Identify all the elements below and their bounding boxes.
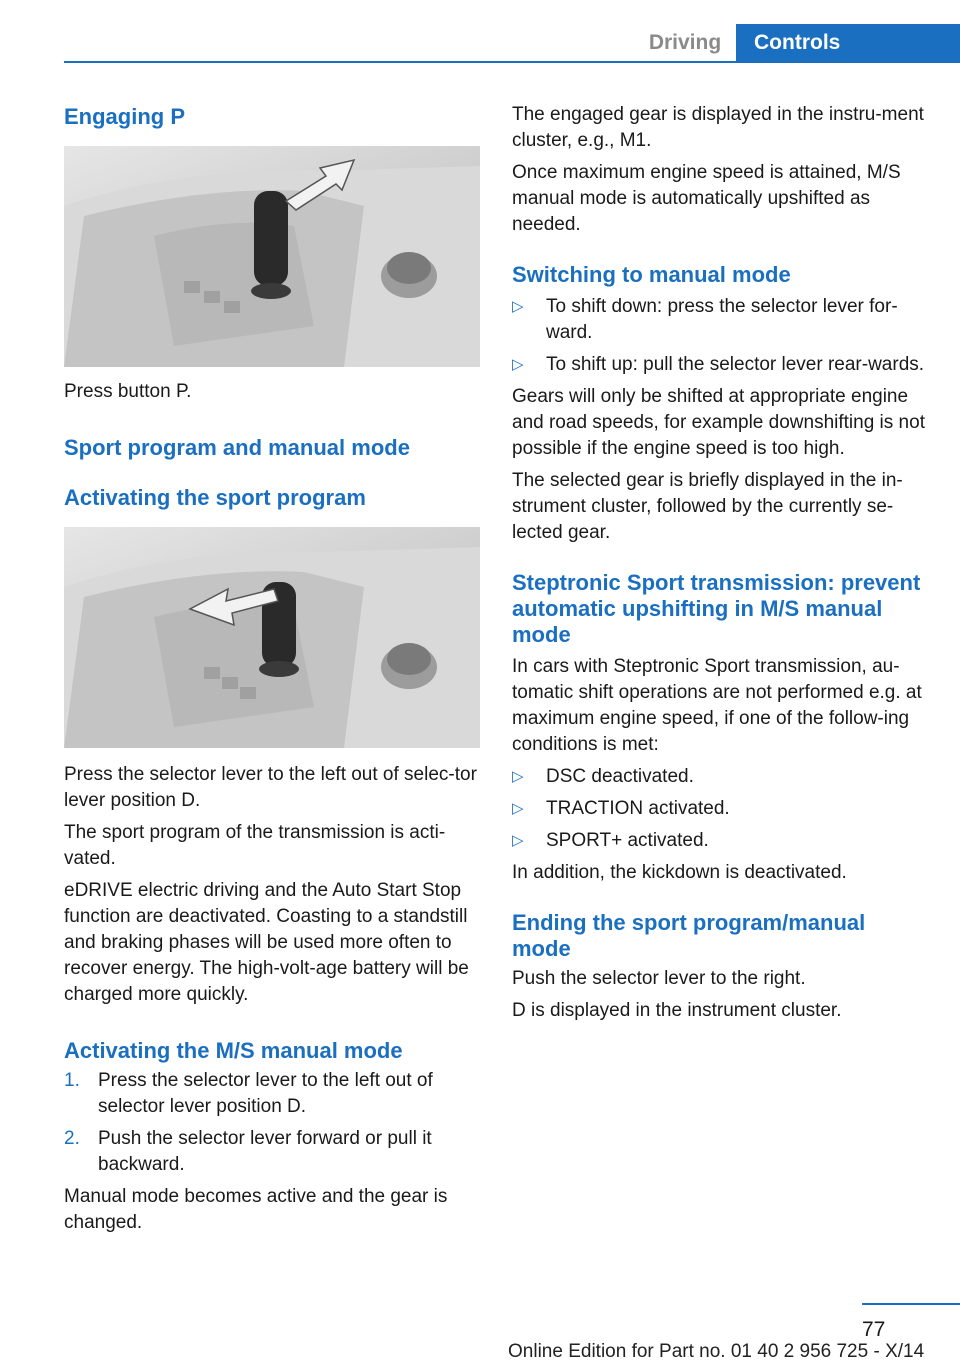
right-para-1: The engaged gear is displayed in the instru‐ment cluster, e.g., M1.	[512, 104, 924, 151]
heading-steptronic: Steptronic Sport transmission: prevent automatic upshifting in M/S manual mode	[512, 570, 921, 647]
left-column	[64, 100, 480, 1236]
triangle-bullet-icon: ▷	[512, 768, 524, 785]
ms-steps-list	[64, 1068, 480, 1178]
sport-para-3: eDRIVE electric driving and the Auto Start Stop function are deactivated. Coasting to a standstill and braking phases will be used more often to recover energy. The high-volt‐age battery will be charged more quickly.	[64, 880, 469, 1005]
heading-activating-ms: Activating the M/S manual mode	[64, 1038, 403, 1063]
heading-sport-program: Sport program and manual mode	[64, 435, 410, 460]
right-para-4: The selected gear is briefly displayed in the in‐strument cluster, followed by the currently se‐lected gear.	[512, 470, 903, 543]
switch-list	[512, 294, 930, 378]
list-item	[512, 294, 930, 346]
triangle-bullet-icon: ▷	[512, 800, 524, 817]
list-item	[512, 352, 930, 378]
list-item-text: SPORT+ activated.	[546, 830, 709, 851]
list-item	[64, 1126, 480, 1178]
heading-engaging-p: Engaging P	[64, 104, 185, 129]
step-text: Press the selector lever to the left out of selector lever position D.	[98, 1070, 433, 1117]
right-para-3: Gears will only be shifted at appropriate engine and road speeds, for example downshifting is not possible if the engine speed is too high.	[512, 386, 925, 459]
list-item-text: TRACTION activated.	[546, 798, 730, 819]
triangle-bullet-icon: ▷	[512, 298, 524, 315]
ms-after-text: Manual mode becomes active and the gear is changed.	[64, 1186, 448, 1233]
heading-switching-manual: Switching to manual mode	[512, 262, 791, 287]
step-text: Push the selector lever forward or pull it backward.	[98, 1128, 432, 1175]
right-para-5: In cars with Steptronic Sport transmission, au‐tomatic shift operations are not performed e.g. at maximum engine speed, if one of the follow‐ing conditions is met:	[512, 656, 922, 755]
list-item-text: DSC deactivated.	[546, 766, 694, 787]
list-item	[512, 796, 930, 822]
sport-para-1: Press the selector lever to the left out of selec‐tor lever position D.	[64, 764, 477, 811]
footer-rule	[862, 1303, 960, 1305]
header-rule	[64, 61, 960, 63]
list-item	[512, 828, 930, 854]
conditions-list	[512, 764, 930, 854]
list-item	[64, 1068, 480, 1120]
selector-lever-left-illustration	[64, 527, 480, 748]
step-number: 1.	[64, 1070, 80, 1091]
list-item-text: To shift up: pull the selector lever rear‐wards.	[546, 354, 925, 375]
press-button-p-text: Press button P.	[64, 381, 192, 402]
triangle-bullet-icon: ▷	[512, 832, 524, 849]
list-item	[512, 764, 930, 790]
edition-text: Online Edition for Part no. 01 40 2 956 725 - X/14	[508, 1341, 925, 1362]
page-number: 77	[862, 1318, 886, 1341]
right-para-6: In addition, the kickdown is deactivated.	[512, 862, 847, 883]
right-para-7: Push the selector lever to the right.	[512, 968, 806, 989]
heading-ending-sport: Ending the sport program/manual mode	[512, 910, 866, 961]
step-number: 2.	[64, 1128, 80, 1149]
right-para-2: Once maximum engine speed is attained, M/S manual mode is automatically upshifted as needed.	[512, 162, 901, 235]
right-para-8: D is displayed in the instrument cluster.	[512, 1000, 842, 1021]
selector-lever-p-illustration	[64, 146, 480, 367]
section-tab-driving[interactable]: Driving	[648, 31, 722, 54]
triangle-bullet-icon: ▷	[512, 356, 524, 373]
section-tab-controls[interactable]: Controls	[736, 24, 960, 61]
right-column	[512, 102, 930, 1024]
list-item-text: To shift down: press the selector lever for‐ward.	[546, 296, 898, 343]
heading-activating-sport: Activating the sport program	[64, 485, 366, 510]
sport-para-2: The sport program of the transmission is acti‐vated.	[64, 822, 446, 869]
